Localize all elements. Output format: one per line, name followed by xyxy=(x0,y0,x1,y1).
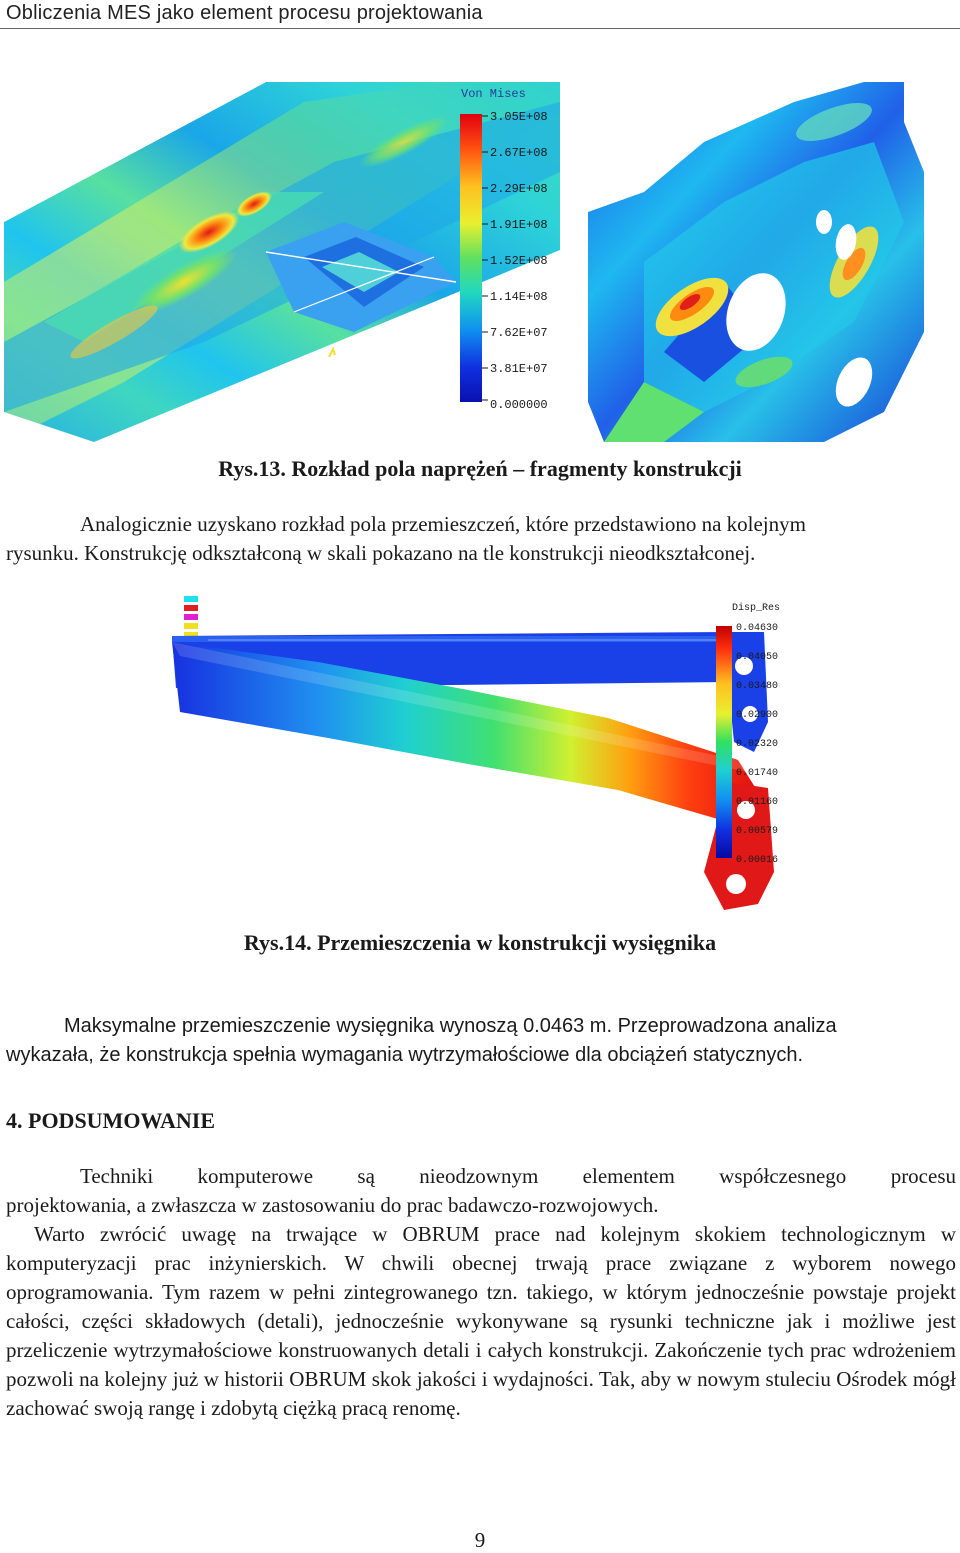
figure-14-displacement-plot xyxy=(168,592,788,914)
legend-value: 3.81E+07 xyxy=(490,362,548,376)
running-header xyxy=(0,0,960,30)
legend-value: 0.00579 xyxy=(736,826,779,837)
paragraph-line: projektowania, a zwłaszcza w zastosowaniu do prac badawczo-rozwojowych. xyxy=(6,1193,659,1217)
legend-value: 1.91E+08 xyxy=(490,218,548,232)
paragraph-line: Analogicznie uzyskano rozkład pola przemieszczeń, które przedstawiono na kolejnym xyxy=(80,512,806,536)
summary-paragraph-2: Warto zwrócić uwagę na trwające w OBRUM prace nad kolejnym skokiem technologicznym w komputeryzacji prac inżynierskich. W chwili obecnej trwają prace związane z wyborem nowego oprogramowania. Tym razem w pełni zintegrowanego tzn. takiego, w którym jednocześnie powstaje projekt całości, części składowych (detali), jednocześnie wykonywane są rysunki techniczne jak i możliwe jest przeliczenie wytrzymałościowe konstruowanych detali i całych konstrukcji. Zakończenie tych prac wdrożeniem pozwoli na kolejny już w historii OBRUM skok jakości i wydajności. Tak, aby w nowym stuleciu Ośrodek mógł zachować swoją rangę i zdobytą ciężką pracą renomę. xyxy=(6,1222,956,1420)
legend-value: 0.03480 xyxy=(736,681,779,692)
paragraph-line: Techniki komputerowe są nieodzownym elementem współczesnego procesu xyxy=(80,1164,956,1188)
legend-value: 0.02320 xyxy=(736,739,779,750)
page-number: 9 xyxy=(474,1528,486,1552)
legend-value: 2.67E+08 xyxy=(490,146,548,160)
bracket-undeformed xyxy=(728,632,768,752)
figure-13-caption: Rys.13. Rozkład pola naprężeń – fragmenty konstrukcji xyxy=(218,456,742,481)
paragraph-max-displacement xyxy=(6,1012,956,1070)
figure-13-stress-plots xyxy=(4,82,928,442)
legend-value: 7.62E+07 xyxy=(490,326,548,340)
legend-value: 0.01160 xyxy=(736,797,779,808)
section-heading: 4. PODSUMOWANIE xyxy=(6,1108,216,1133)
legend-value: 1.14E+08 xyxy=(490,290,548,304)
figure-14-image xyxy=(168,592,788,914)
legend-value: 3.05E+08 xyxy=(490,110,548,124)
legend-value: 0.00016 xyxy=(736,855,779,866)
summary-paragraph-1 xyxy=(6,1162,956,1220)
paragraph-line: Maksymalne przemieszczenie wysięgnika wynoszą 0.0463 m. Przeprowadzona analiza xyxy=(64,1015,837,1037)
legend-value: 0.01740 xyxy=(736,768,779,779)
legend-title: Disp_Res xyxy=(732,603,781,614)
legend-value: 0.04630 xyxy=(736,623,779,634)
legend-title: Von Mises xyxy=(461,87,526,101)
legend-value: 0.000000 xyxy=(490,398,548,412)
legend-value: 0.04050 xyxy=(736,652,779,663)
running-header-title: Obliczenia MES jako element procesu projektowania xyxy=(6,2,483,24)
paragraph-line: wykazała, że konstrukcja spełnia wymagania wytrzymałościowe dla obciążeń statycznych. xyxy=(6,1044,804,1066)
legend-value: 2.29E+08 xyxy=(490,182,548,196)
paragraph-line: rysunku. Konstrukcję odkształconą w skali pokazano na tle konstrukcji nieodkształconej. xyxy=(6,541,756,565)
legend-value: 0.02900 xyxy=(736,710,779,721)
bracket-stress-fragment xyxy=(588,82,928,442)
paragraph-displacement-intro xyxy=(6,510,956,568)
legend-value: 1.52E+08 xyxy=(490,254,548,268)
header-divider xyxy=(0,28,960,29)
figure-13-image xyxy=(4,82,928,442)
figure-14-caption: Rys.14. Przemieszczenia w konstrukcji wysięgnika xyxy=(243,930,717,955)
